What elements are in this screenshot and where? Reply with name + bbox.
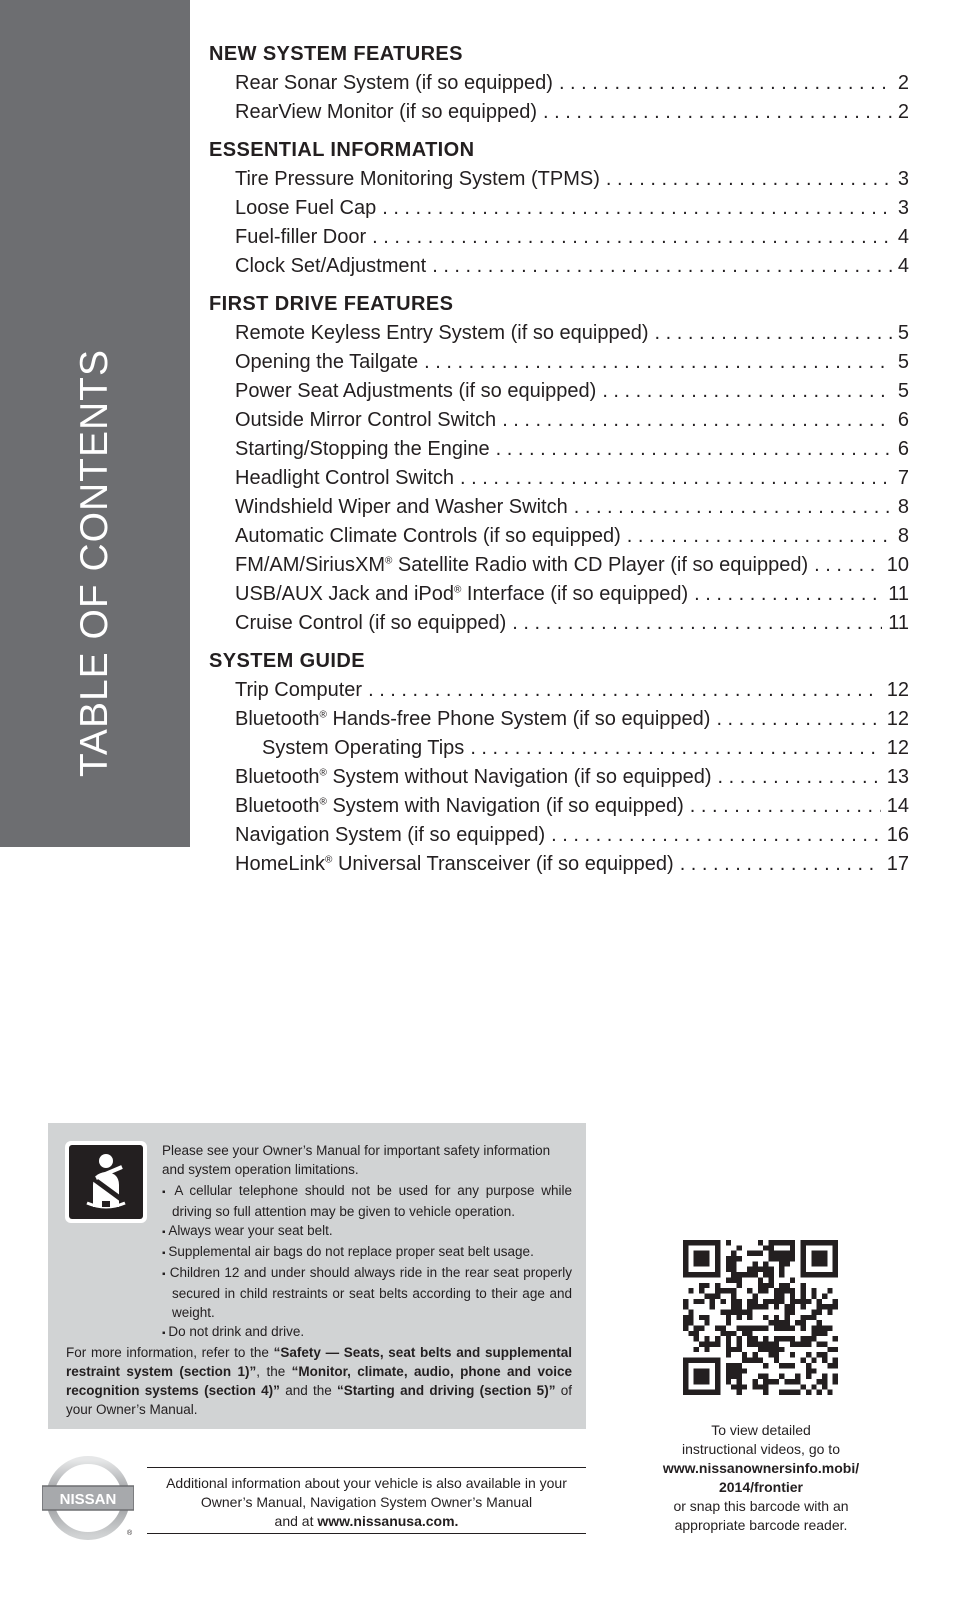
footer-rule-top	[147, 1467, 586, 1468]
toc-entry[interactable]	[209, 252, 909, 281]
dot-leader	[424, 348, 892, 377]
nissan-logo-text: NISSAN	[59, 1491, 117, 1508]
sidebar-title: TABLE OF CONTENTS	[73, 349, 116, 777]
toc-entry-label: Trip Computer	[235, 679, 363, 701]
sidebar-band	[0, 0, 190, 847]
nissanusa-link[interactable]: www.nissanusa.com.	[317, 1513, 459, 1529]
toc-entry-page: 12	[886, 737, 909, 759]
qr-line: To view detailed	[711, 1422, 811, 1438]
toc-entry[interactable]	[209, 464, 909, 493]
toc-entry-label-part: System without Navigation (if so equipped)	[326, 766, 712, 788]
toc-entry-label: Navigation System (if so equipped)	[235, 824, 546, 846]
toc-entry[interactable]	[209, 98, 909, 127]
toc-entry-label-part: Interface (if so equipped)	[461, 583, 689, 605]
toc-entry[interactable]	[209, 676, 909, 705]
toc-entry[interactable]	[209, 223, 909, 252]
toc-entry[interactable]	[209, 609, 909, 638]
toc-entry-label-part: Bluetooth	[235, 795, 320, 817]
dot-leader	[382, 194, 892, 223]
dot-leader	[718, 763, 881, 792]
toc-entry-label: System Operating Tips	[262, 737, 465, 759]
toc-entry-page: 2	[897, 72, 909, 94]
nissan-logo	[42, 1452, 134, 1544]
section-heading: ESSENTIAL INFORMATION	[209, 139, 475, 161]
registered-mark: ®	[325, 854, 333, 866]
additional-info	[147, 1474, 586, 1531]
safety-bullet: ▪ A cellular telephone should not be used for any purpose while driving so full attention may be given to vehicle operation.	[162, 1181, 572, 1221]
toc-entry-page: 7	[897, 467, 909, 489]
toc-entry-label	[235, 792, 684, 821]
toc-entry-label-part: USB/AUX Jack and iPod	[235, 583, 454, 605]
toc-entry[interactable]	[209, 705, 909, 734]
dot-leader	[574, 493, 892, 522]
qr-code	[683, 1240, 838, 1395]
safety-notice-box	[48, 1123, 586, 1429]
toc-entry-label: RearView Monitor (if so equipped)	[235, 101, 538, 123]
toc-entry-page: 4	[897, 255, 909, 277]
additional-line: Owner’s Manual, Navigation System Owner’s Manual	[200, 1494, 533, 1510]
qr-line: appropriate barcode reader.	[674, 1517, 848, 1533]
toc-entry-label: Fuel-filler Door	[235, 226, 367, 248]
toc-entry-page: 8	[897, 496, 909, 518]
qr-url[interactable]: www.nissanownersinfo.mobi/	[662, 1460, 860, 1476]
dot-leader	[814, 551, 881, 580]
toc-entry-page: 5	[897, 322, 909, 344]
safety-bullet: ▪ Always wear your seat belt.	[162, 1221, 572, 1242]
toc-entry[interactable]	[209, 734, 909, 763]
registered-mark: ®	[385, 555, 393, 567]
toc-entry-page: 11	[888, 583, 909, 605]
toc-entry-label-part: HomeLink	[235, 853, 326, 875]
seatbelt-icon	[65, 1141, 147, 1223]
registered-mark: ®	[319, 767, 327, 779]
toc-entry-page: 3	[897, 168, 909, 190]
dot-leader	[551, 821, 881, 850]
toc-entry-label	[235, 705, 710, 734]
dot-leader	[602, 377, 892, 406]
toc-entry[interactable]	[209, 522, 909, 551]
toc-entry-label: Outside Mirror Control Switch	[235, 409, 497, 431]
toc-entry-label	[235, 850, 674, 879]
toc-entry-label-part: Universal Transceiver (if so equipped)	[332, 853, 674, 875]
dot-leader	[368, 676, 881, 705]
toc-entry[interactable]	[209, 821, 909, 850]
more-sep: and the	[279, 1383, 338, 1398]
safety-bullet: ▪ Supplemental air bags do not replace proper seat belt usage.	[162, 1242, 572, 1263]
safety-bullet-list	[162, 1181, 572, 1343]
toc-entry[interactable]	[209, 493, 909, 522]
qr-line: instructional videos, go to	[682, 1441, 840, 1457]
toc-entry-label: Opening the Tailgate	[235, 351, 419, 373]
footer-rule-bottom	[147, 1533, 586, 1534]
safety-bullet: ▪ Children 12 and under should always ride in the rear seat properly secured in child restraints or seat belts according to their age and weight.	[162, 1263, 572, 1322]
toc-entry-label-part: Bluetooth	[235, 708, 320, 730]
toc-entry-label	[235, 580, 688, 609]
toc-entry[interactable]	[209, 792, 909, 821]
dot-leader	[432, 252, 892, 281]
additional-line: and at	[274, 1513, 318, 1529]
dot-leader	[627, 522, 892, 551]
toc-entry[interactable]	[209, 435, 909, 464]
toc-entry-label: Clock Set/Adjustment	[235, 255, 427, 277]
toc-entry-label-part: Satellite Radio with CD Player (if so equipped)	[392, 554, 809, 576]
dot-leader	[543, 98, 892, 127]
toc-entry-label-part: System with Navigation (if so equipped)	[326, 795, 684, 817]
toc-entry[interactable]	[209, 348, 909, 377]
toc-entry-page: 16	[886, 824, 909, 846]
toc-entry-page: 6	[897, 409, 909, 431]
dot-leader	[694, 580, 882, 609]
toc-entry-page: 8	[897, 525, 909, 547]
registered-mark: ®	[454, 584, 462, 596]
dot-leader	[690, 792, 881, 821]
toc-entry-page: 13	[886, 766, 909, 788]
dot-leader	[470, 734, 880, 763]
toc-entry-page: 12	[886, 708, 909, 730]
additional-line: Additional information about your vehicle is also available in your	[166, 1475, 567, 1491]
more-ref-monitor: “Monitor, climate, audio, phone and voice recognition systems (section 4)”	[66, 1364, 572, 1398]
toc-entry-label: Cruise Control (if so equipped)	[235, 612, 507, 634]
toc-entry[interactable]	[209, 580, 909, 609]
toc-entry-page: 3	[897, 197, 909, 219]
toc-entry[interactable]	[209, 551, 909, 580]
toc-entry-label: Loose Fuel Cap	[235, 197, 377, 219]
safety-bullet: ▪ Do not drink and drive.	[162, 1322, 572, 1343]
more-ref-starting: “Starting and driving (section 5)”	[337, 1383, 556, 1398]
toc-entry-label: Headlight Control Switch	[235, 467, 454, 489]
qr-instructions	[620, 1421, 902, 1535]
section-heading: NEW SYSTEM FEATURES	[209, 43, 463, 65]
section-heading: SYSTEM GUIDE	[209, 650, 365, 672]
toc-entry[interactable]	[209, 194, 909, 223]
dot-leader	[559, 69, 892, 98]
toc-entry-label: Automatic Climate Controls (if so equipped)	[235, 525, 621, 547]
toc-entry-label: Rear Sonar System (if so equipped)	[235, 72, 553, 94]
toc-entry-label-part: Bluetooth	[235, 766, 320, 788]
toc-entry-label: Remote Keyless Entry System (if so equipped)	[235, 322, 649, 344]
toc-entry-label: Tire Pressure Monitoring System (TPMS)	[235, 168, 600, 190]
toc-entry[interactable]	[209, 165, 909, 194]
toc-entry-label: Windshield Wiper and Washer Switch	[235, 496, 568, 518]
toc-entry[interactable]	[209, 763, 909, 792]
toc-entry-label-part: Hands-free Phone System (if so equipped)	[326, 708, 711, 730]
toc-entry-page: 2	[897, 101, 909, 123]
registered-mark: ®	[319, 796, 327, 808]
toc-entry[interactable]	[209, 319, 909, 348]
toc-entry-page: 14	[886, 795, 909, 817]
toc-entry[interactable]	[209, 69, 909, 98]
dot-leader	[372, 223, 892, 252]
dot-leader	[502, 406, 892, 435]
toc-entry[interactable]	[209, 406, 909, 435]
dot-leader	[680, 850, 881, 879]
more-sep: , the	[256, 1364, 292, 1379]
dot-leader	[512, 609, 882, 638]
toc-entry-page: 10	[886, 554, 909, 576]
qr-url[interactable]: 2014/frontier	[718, 1479, 804, 1495]
registered-mark: ®	[319, 709, 327, 721]
toc-entry-page: 5	[897, 380, 909, 402]
more-prefix: For more information, refer to the	[66, 1345, 274, 1360]
registered-mark: ®	[127, 1530, 133, 1537]
dot-leader	[606, 165, 892, 194]
toc-entry-label	[235, 763, 712, 792]
toc-entry-page: 4	[897, 226, 909, 248]
toc-entry-page: 11	[888, 612, 909, 634]
dot-leader	[716, 705, 880, 734]
toc-entry-label-part: FM/AM/SiriusXM	[235, 554, 385, 576]
more-ref-safety: “Safety — Seats, seat belts and supplemental restraint system (section 1)”	[66, 1345, 572, 1379]
toc-entry-page: 12	[886, 679, 909, 701]
more-suffix: of your Owner’s Manual.	[66, 1383, 572, 1417]
toc-entry[interactable]	[209, 850, 909, 879]
table-of-contents	[209, 40, 909, 879]
dot-leader	[496, 435, 892, 464]
dot-leader	[655, 319, 892, 348]
toc-entry-label	[235, 551, 808, 580]
toc-entry[interactable]	[209, 377, 909, 406]
toc-entry-page: 17	[886, 853, 909, 875]
safety-intro: Please see your Owner’s Manual for important safety information and system operation limitations.	[162, 1143, 551, 1177]
qr-line: or snap this barcode with an	[673, 1498, 849, 1514]
toc-entry-label: Power Seat Adjustments (if so equipped)	[235, 380, 597, 402]
safety-more-info	[66, 1343, 572, 1419]
section-heading: FIRST DRIVE FEATURES	[209, 293, 454, 315]
toc-entry-page: 6	[897, 438, 909, 460]
toc-entry-label: Starting/Stopping the Engine	[235, 438, 490, 460]
toc-entry-page: 5	[897, 351, 909, 373]
dot-leader	[460, 464, 892, 493]
